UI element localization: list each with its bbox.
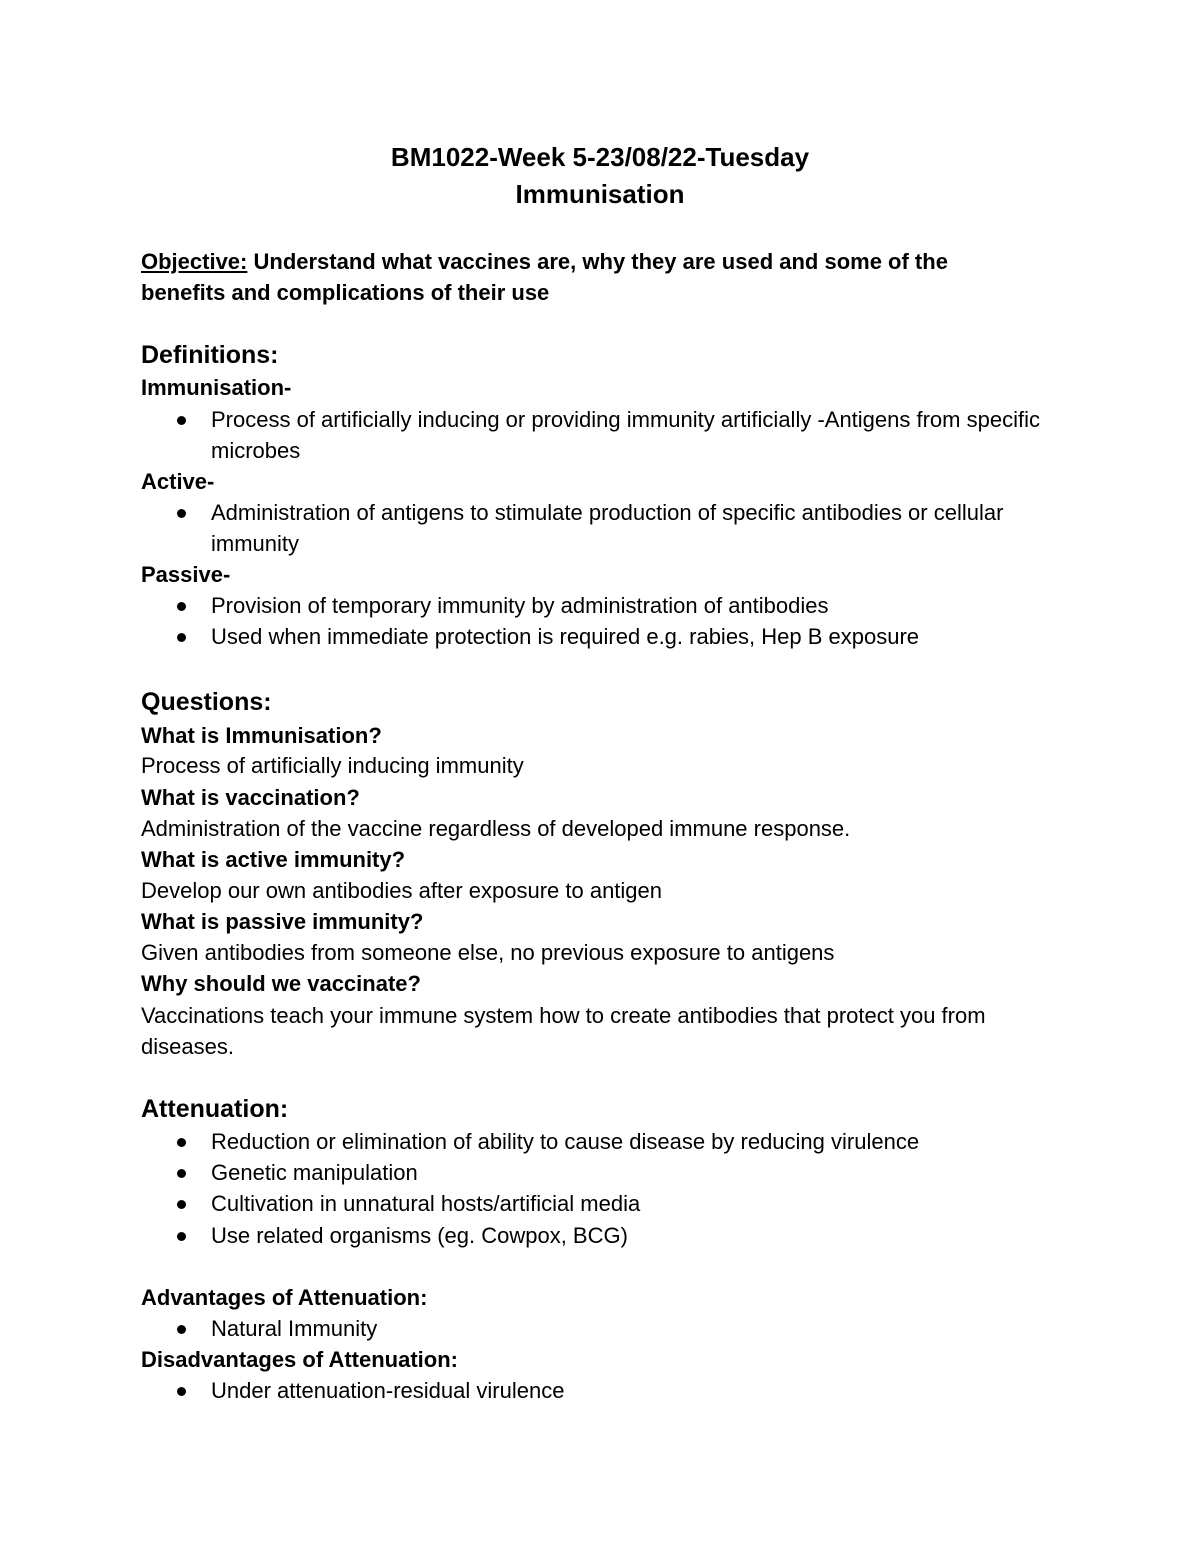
bullet-text: Cultivation in unnatural hosts/artificial media (211, 1191, 641, 1216)
answer-text: diseases. (141, 1034, 234, 1059)
list-item (141, 1375, 1071, 1406)
bullet-icon (177, 1200, 186, 1209)
bullet-icon (177, 1138, 186, 1147)
objective-text-1: Understand what vaccines are, why they are used and some of the (247, 249, 948, 274)
answer-text: Process of artificially inducing immunity (141, 753, 524, 778)
disadvantages-heading: Disadvantages of Attenuation: (141, 1347, 458, 1372)
bullet-text: Natural Immunity (211, 1316, 378, 1341)
objective-line-1 (141, 246, 948, 277)
bullet-icon (177, 633, 186, 642)
bullet-icon (177, 416, 186, 425)
document-title: BM1022-Week 5-23/08/22-Tuesday (390, 142, 810, 172)
bullet-text: Provision of temporary immunity by administration of antibodies (211, 593, 829, 618)
question-text: What is passive immunity? (141, 909, 424, 934)
bullet-icon (177, 1232, 186, 1241)
bullet-text: Under attenuation-residual virulence (211, 1378, 565, 1403)
list-item (141, 1220, 1071, 1251)
bullet-icon (177, 509, 186, 518)
list-item (141, 1126, 1071, 1157)
bullet-icon (177, 1387, 186, 1396)
objective-text-2: benefits and complications of their use (141, 280, 550, 305)
bullet-text: Used when immediate protection is required e.g. rabies, Hep B exposure (211, 624, 920, 649)
questions-heading: Questions: (141, 688, 272, 716)
active-label: Active- (141, 469, 215, 494)
objective-label: Objective: (141, 249, 248, 274)
question-text: What is vaccination? (141, 785, 360, 810)
passive-label: Passive- (141, 562, 231, 587)
bullet-icon (177, 602, 186, 611)
answer-text: Develop our own antibodies after exposure to antigen (141, 878, 663, 903)
list-item (141, 1188, 1071, 1219)
list-item (141, 1313, 1071, 1344)
attenuation-heading: Attenuation: (141, 1095, 289, 1123)
list-item (141, 497, 1071, 559)
list-item (141, 1157, 1071, 1188)
list-item (141, 621, 1071, 652)
answer-text: Vaccinations teach your immune system how to create antibodies that protect you from (141, 1003, 986, 1028)
bullet-text: Use related organisms (eg. Cowpox, BCG) (211, 1223, 628, 1248)
bullet-text: Administration of antigens to stimulate production of specific antibodies or cellular immunity (211, 500, 1004, 556)
question-text: What is active immunity? (141, 847, 406, 872)
bullet-text: Genetic manipulation (211, 1160, 418, 1185)
answer-text: Administration of the vaccine regardless of developed immune response. (141, 816, 851, 841)
definitions-heading: Definitions: (141, 341, 279, 369)
list-item (141, 404, 1071, 466)
bullet-text: Reduction or elimination of ability to cause disease by reducing virulence (211, 1129, 920, 1154)
immunisation-label: Immunisation- (141, 375, 292, 400)
list-item (141, 590, 1071, 621)
advantages-heading: Advantages of Attenuation: (141, 1285, 428, 1310)
bullet-text: Process of artificially inducing or providing immunity artificially -Antigens from specific microbes (211, 407, 1040, 463)
answer-text: Given antibodies from someone else, no previous exposure to antigens (141, 940, 835, 965)
question-text: Why should we vaccinate? (141, 971, 421, 996)
question-text: What is Immunisation? (141, 723, 382, 748)
bullet-icon (177, 1325, 186, 1334)
bullet-icon (177, 1169, 186, 1178)
document-subtitle: Immunisation (515, 179, 685, 209)
